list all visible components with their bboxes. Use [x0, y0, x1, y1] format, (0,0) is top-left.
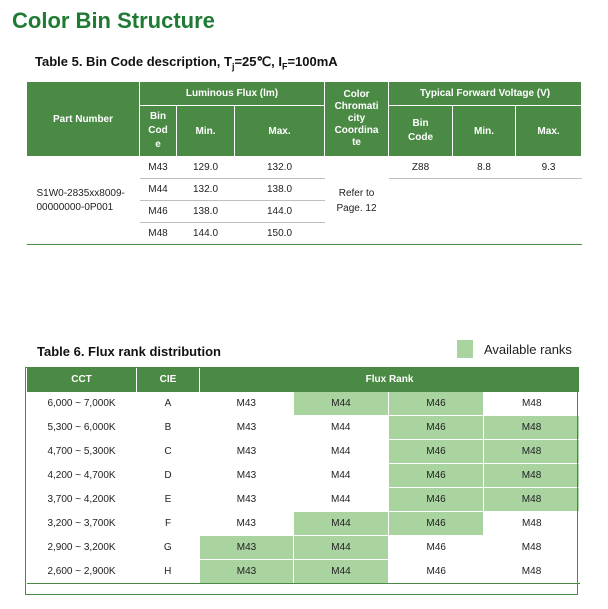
table5-caption: Table 5. Bin Code description, $T_j=25℃$, $I_F=100mA$ [35, 54, 338, 72]
flux-rank-cell: M43 [200, 392, 294, 416]
cct-cell: 3,200 ~ 3,700K [27, 512, 137, 536]
flux-rank-cell: M43 [200, 536, 294, 560]
legend-swatch [457, 340, 473, 358]
part-number-cell: S1W0-2835xx8009- 00000000-0P001 [27, 157, 140, 245]
max-cell: 138.0 [235, 179, 325, 201]
flux-rank-cell: M44 [294, 464, 389, 488]
cie-cell: G [137, 536, 200, 560]
flux-rank-cell: M43 [200, 560, 294, 584]
table-row [27, 392, 580, 416]
flux-rank-cell: M43 [200, 488, 294, 512]
table-row [27, 440, 580, 464]
header-color-coordinate: Color Chromati city Coordina te [325, 82, 389, 157]
max-cell: 132.0 [235, 157, 325, 179]
table-row [27, 512, 580, 536]
cct-cell: 6,000 ~ 7,000K [27, 392, 137, 416]
header-part-number: Part Number [27, 82, 140, 157]
table-row [27, 560, 580, 584]
flux-rank-cell: M44 [294, 536, 389, 560]
legend-label: Available ranks [484, 342, 572, 357]
cie-cell: B [137, 416, 200, 440]
cct-cell: 4,700 ~ 5,300K [27, 440, 137, 464]
table-row [27, 416, 580, 440]
flux-rank-cell: M46 [389, 560, 484, 584]
cct-cell: 3,700 ~ 4,200K [27, 488, 137, 512]
flux-rank-cell: M43 [200, 440, 294, 464]
flux-rank-cell: M43 [200, 464, 294, 488]
table6-caption: Table 6. Flux rank distribution [37, 344, 221, 359]
min-cell: 132.0 [177, 179, 235, 201]
flux-rank-cell: M43 [200, 416, 294, 440]
cct-cell: 5,300 ~ 6,000K [27, 416, 137, 440]
flux-rank-cell: M43 [200, 512, 294, 536]
flux-rank-cell: M48 [484, 512, 580, 536]
cct-cell: 2,600 ~ 2,900K [27, 560, 137, 584]
flux-rank-cell: M46 [389, 440, 484, 464]
header-flux-rank: Flux Rank [200, 367, 580, 392]
bin-code-table [26, 81, 582, 245]
bin-cell: M46 [140, 201, 177, 223]
vf-min-cell: 8.8 [453, 157, 516, 179]
flux-rank-cell: M46 [389, 416, 484, 440]
flux-rank-cell: M48 [484, 416, 580, 440]
min-cell: 138.0 [177, 201, 235, 223]
cct-cell: 2,900 ~ 3,200K [27, 536, 137, 560]
table-row [27, 536, 580, 560]
flux-rank-cell: M44 [294, 512, 389, 536]
cie-cell: D [137, 464, 200, 488]
cie-cell: F [137, 512, 200, 536]
max-cell: 150.0 [235, 223, 325, 245]
page-title: Color Bin Structure [12, 8, 215, 33]
flux-rank-cell: M44 [294, 488, 389, 512]
table-row [27, 464, 580, 488]
flux-rank-cell: M48 [484, 488, 580, 512]
flux-rank-cell: M46 [389, 512, 484, 536]
bin-cell: M44 [140, 179, 177, 201]
header-cie: CIE [137, 367, 200, 392]
flux-rank-cell: M46 [389, 536, 484, 560]
header-cct: CCT [27, 367, 137, 392]
flux-rank-cell: M48 [484, 464, 580, 488]
header-bin-code: Bin Cod e [140, 106, 177, 157]
color-ref-cell: Refer to Page. 12 [336, 187, 377, 214]
header-vf-min: Min. [453, 106, 516, 157]
vf-bin-cell: Z88 [389, 157, 453, 179]
cie-cell: A [137, 392, 200, 416]
flux-rank-table [26, 367, 580, 584]
table-row [27, 488, 580, 512]
cie-cell: E [137, 488, 200, 512]
flux-rank-cell: M44 [294, 416, 389, 440]
cct-cell: 4,200 ~ 4,700K [27, 464, 137, 488]
header-vf-bin-code: Bin Code [389, 106, 453, 157]
flux-rank-cell: M46 [389, 464, 484, 488]
flux-rank-cell: M46 [389, 488, 484, 512]
flux-rank-cell: M48 [484, 392, 580, 416]
bin-cell: M43 [140, 157, 177, 179]
flux-rank-cell: M44 [294, 440, 389, 464]
header-max: Max. [235, 106, 325, 157]
cie-cell: C [137, 440, 200, 464]
header-typical-forward-voltage: Typical Forward Voltage (V) [389, 82, 582, 106]
vf-max-cell: 9.3 [516, 157, 582, 179]
flux-rank-cell: M44 [294, 392, 389, 416]
header-min: Min. [177, 106, 235, 157]
min-cell: 144.0 [177, 223, 235, 245]
flux-rank-cell: M44 [294, 560, 389, 584]
max-cell: 144.0 [235, 201, 325, 223]
header-vf-max: Max. [516, 106, 582, 157]
flux-rank-cell: M46 [389, 392, 484, 416]
min-cell: 129.0 [177, 157, 235, 179]
flux-rank-cell: M48 [484, 440, 580, 464]
cie-cell: H [137, 560, 200, 584]
flux-rank-cell: M48 [484, 536, 580, 560]
table-row [27, 157, 582, 179]
flux-rank-cell: M48 [484, 560, 580, 584]
header-luminous-flux: Luminous Flux (lm) [140, 82, 325, 106]
bin-cell: M48 [140, 223, 177, 245]
